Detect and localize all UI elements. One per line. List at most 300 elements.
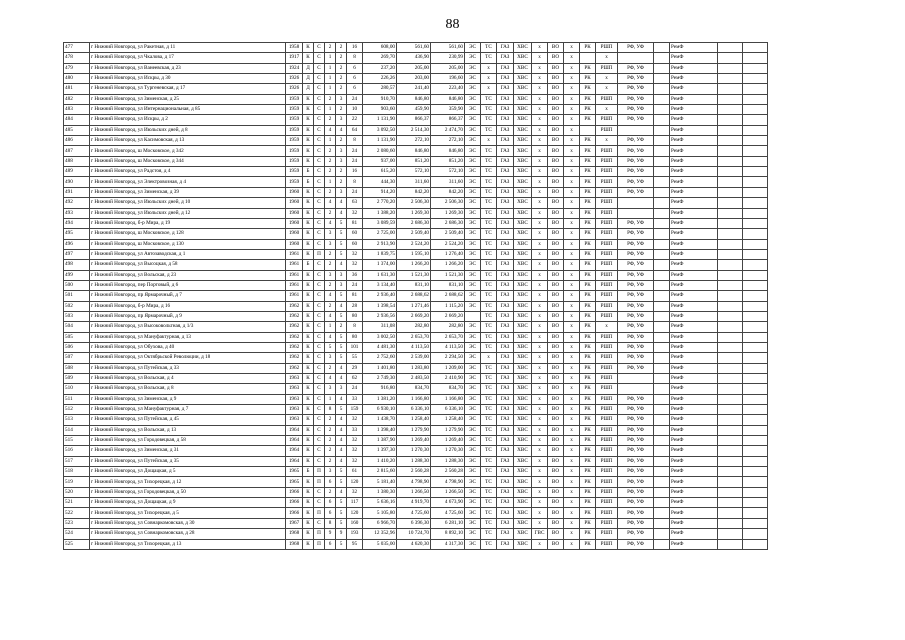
table-cell: ТС — [481, 384, 497, 394]
table-cell: 1 271,46 — [397, 301, 431, 311]
table-cell: ГАЗ — [497, 477, 514, 487]
table-cell: РемФ — [670, 446, 718, 456]
table-cell: 2 — [336, 167, 347, 177]
table-row — [64, 115, 768, 125]
table-cell: 1 — [325, 84, 336, 94]
table-cell: РемФ — [670, 280, 718, 290]
table-cell: ЭС — [465, 436, 481, 446]
table-cell: х — [596, 74, 618, 84]
table-cell: Б — [303, 467, 314, 477]
table-cell: ЭС — [465, 115, 481, 125]
table-cell: 831,10 — [431, 280, 465, 290]
table-cell: ГАЗ — [497, 529, 514, 539]
table-cell: ХВС — [514, 384, 532, 394]
table-row — [64, 425, 768, 435]
table-cell — [654, 239, 670, 249]
table-cell — [618, 384, 654, 394]
table-cell: ГАЗ — [497, 105, 514, 115]
table-cell — [654, 446, 670, 456]
table-cell: РШП — [596, 218, 618, 228]
table-row — [64, 363, 768, 373]
table-cell: РемФ — [670, 301, 718, 311]
table-cell: х — [564, 508, 580, 518]
table-cell: РемФ — [670, 218, 718, 228]
table-cell: РШП — [596, 187, 618, 197]
table-cell: РШП — [596, 208, 618, 218]
table-cell: ХВС — [514, 43, 532, 53]
table-cell: 4 620,30 — [397, 539, 431, 549]
table-cell: х — [564, 208, 580, 218]
table-cell: 561,60 — [397, 43, 431, 53]
table-cell — [743, 508, 768, 518]
table-cell: ХВС — [514, 187, 532, 197]
table-cell: РК — [580, 415, 596, 425]
table-cell: 3 — [336, 146, 347, 156]
table-cell: 6 966,70 — [363, 518, 397, 528]
table-cell: РШП — [596, 146, 618, 156]
table-cell: РК — [580, 353, 596, 363]
table-cell: 4 317,30 — [431, 539, 465, 549]
table-cell: х — [532, 249, 548, 259]
table-cell: х — [564, 415, 580, 425]
table-cell: С — [314, 84, 325, 94]
table-cell — [654, 43, 670, 53]
table-cell: х — [481, 84, 497, 94]
table-cell — [743, 198, 768, 208]
table-cell: ТС — [481, 198, 497, 208]
table-row — [64, 394, 768, 404]
table-cell — [718, 353, 743, 363]
table-cell: 1 279,90 — [397, 425, 431, 435]
table-cell: х — [564, 156, 580, 166]
table-cell — [618, 53, 654, 63]
table-cell: 524 — [64, 529, 90, 539]
table-cell: РК — [580, 332, 596, 342]
table-cell: ХВС — [514, 291, 532, 301]
table-cell: 359,90 — [431, 105, 465, 115]
table-cell: г Нижний Новгород, б-р Мира, д 16 — [90, 301, 286, 311]
table-cell: 4 725,60 — [397, 508, 431, 518]
table-cell: 4 — [325, 332, 336, 342]
table-cell: 4 — [336, 425, 347, 435]
table-cell: х — [564, 405, 580, 415]
table-cell: ХВС — [514, 332, 532, 342]
table-cell: 1967 — [286, 518, 303, 528]
table-cell: ХВС — [514, 94, 532, 104]
table-cell: К — [303, 311, 314, 321]
table-cell: г Нижний Новгород, ш Московское, д 128 — [90, 229, 286, 239]
table-cell: ТС — [481, 187, 497, 197]
table-cell: ВО — [548, 539, 564, 549]
table-cell: РК — [580, 115, 596, 125]
table-cell: 3 092,50 — [363, 125, 397, 135]
table-cell: С — [314, 487, 325, 497]
table-cell: г Нижний Новгород, ул Июльских дней, д 12 — [90, 208, 286, 218]
table-cell: РемФ — [670, 187, 718, 197]
table-cell: РФ, УФ — [618, 508, 654, 518]
table-cell: ГАЗ — [497, 146, 514, 156]
table-cell: ТС — [481, 415, 497, 425]
table-row — [64, 529, 768, 539]
table-cell: ТС — [481, 208, 497, 218]
table-cell: С — [314, 187, 325, 197]
table-cell: ГАЗ — [497, 229, 514, 239]
table-cell — [743, 105, 768, 115]
table-cell: г Нижний Новгород, ул Искры, д 2 — [90, 115, 286, 125]
table-cell: 32 — [347, 208, 363, 218]
table-cell: 519 — [64, 477, 90, 487]
table-cell: 1963 — [286, 374, 303, 384]
table-cell: ХВС — [514, 218, 532, 228]
table-cell: РК — [580, 229, 596, 239]
table-cell: 4 673,90 — [431, 498, 465, 508]
table-cell: РШП — [596, 125, 618, 135]
table-cell: 2 560,28 — [431, 467, 465, 477]
table-cell: г Нижний Новгород, ул Городовецкая, д 50 — [90, 487, 286, 497]
table-cell: РШП — [596, 394, 618, 404]
table-cell: 4 — [325, 198, 336, 208]
table-row — [64, 146, 768, 156]
table-cell: 2 — [325, 94, 336, 104]
table-cell: К — [303, 156, 314, 166]
table-cell: г Нижний Новгород, ул Путейская, д 35 — [90, 456, 286, 466]
table-cell: ГАЗ — [497, 177, 514, 187]
table-cell — [718, 415, 743, 425]
table-cell: К — [303, 384, 314, 394]
table-cell: РК — [580, 198, 596, 208]
table-cell — [618, 208, 654, 218]
table-cell: х — [564, 198, 580, 208]
table-cell: 3 002,50 — [363, 332, 397, 342]
table-cell — [743, 415, 768, 425]
table-cell: 1 398,40 — [363, 425, 397, 435]
table-cell: 2 — [336, 43, 347, 53]
table-cell: РемФ — [670, 498, 718, 508]
table-cell: РемФ — [670, 146, 718, 156]
table-cell: РК — [580, 456, 596, 466]
table-cell: РШП — [596, 518, 618, 528]
table-cell: х — [532, 84, 548, 94]
table-cell: 2 653,70 — [431, 332, 465, 342]
table-cell: РШП — [596, 415, 618, 425]
table-cell: ЭС — [465, 105, 481, 115]
table-cell: РФ, УФ — [618, 405, 654, 415]
table-cell — [718, 146, 743, 156]
table-cell — [743, 425, 768, 435]
table-cell: 572,10 — [397, 167, 431, 177]
table-cell — [743, 374, 768, 384]
table-cell: С — [314, 74, 325, 84]
table-cell: 1 266,50 — [397, 487, 431, 497]
table-cell: х — [564, 539, 580, 549]
table-cell — [718, 84, 743, 94]
table-cell — [654, 260, 670, 270]
table-cell: х — [564, 487, 580, 497]
table-cell: ЭС — [465, 446, 481, 456]
table-cell — [654, 249, 670, 259]
table-cell: 24 — [347, 94, 363, 104]
table-cell: х — [481, 136, 497, 146]
table-cell — [718, 74, 743, 84]
table-cell: РК — [580, 105, 596, 115]
table-cell: 1 258,40 — [431, 415, 465, 425]
table-cell: ХВС — [514, 529, 532, 539]
table-cell: 2 — [325, 146, 336, 156]
table-cell: ТС — [481, 529, 497, 539]
table-cell: 842,20 — [431, 187, 465, 197]
table-cell: 491 — [64, 187, 90, 197]
table-cell: РШП — [596, 342, 618, 352]
table-cell: РШП — [596, 487, 618, 497]
table-cell: ЭС — [465, 218, 481, 228]
table-cell: РемФ — [670, 291, 718, 301]
table-cell: 2 — [336, 136, 347, 146]
table-cell: РК — [580, 342, 596, 352]
table-cell: ВО — [548, 498, 564, 508]
table-cell: 1 — [325, 177, 336, 187]
table-cell: 1 521,30 — [397, 270, 431, 280]
table-row — [64, 63, 768, 73]
table-cell: РШП — [596, 456, 618, 466]
table-cell: 3 — [325, 239, 336, 249]
table-cell: К — [303, 280, 314, 290]
table-cell: 1 387,90 — [363, 436, 397, 446]
table-cell: С — [314, 136, 325, 146]
table-cell: 2 686,30 — [397, 218, 431, 228]
table-cell: х — [564, 456, 580, 466]
table-row — [64, 167, 768, 177]
table-cell: С — [314, 374, 325, 384]
table-cell: ТС — [481, 270, 497, 280]
table-cell: х — [564, 518, 580, 528]
table-cell: 2 560,28 — [397, 467, 431, 477]
table-cell: 518 — [64, 467, 90, 477]
table-cell: х — [564, 239, 580, 249]
table-cell: 2 688,62 — [397, 291, 431, 301]
table-cell: ВО — [548, 280, 564, 290]
table-cell: х — [564, 74, 580, 84]
table-cell — [718, 446, 743, 456]
table-row — [64, 301, 768, 311]
table-cell: РШП — [596, 198, 618, 208]
table-cell: г Нижний Новгород, ул Интернациональная, д 85 — [90, 105, 286, 115]
table-cell: ГАЗ — [497, 342, 514, 352]
table-cell — [654, 467, 670, 477]
table-cell: РФ, УФ — [618, 84, 654, 94]
table-cell: ЭС — [465, 342, 481, 352]
table-cell — [718, 156, 743, 166]
table-cell: 866,37 — [431, 115, 465, 125]
table-cell: К — [303, 249, 314, 259]
table-cell: 4 919,70 — [397, 498, 431, 508]
table-cell: 513 — [64, 415, 90, 425]
table-cell: ТС — [481, 167, 497, 177]
table-cell — [654, 208, 670, 218]
table-row — [64, 467, 768, 477]
table-cell: РК — [580, 136, 596, 146]
table-cell: г Нижний Новгород, ул Вольская, д 23 — [90, 270, 286, 280]
table-cell — [654, 125, 670, 135]
table-cell: ЭС — [465, 280, 481, 290]
table-cell: С — [314, 291, 325, 301]
table-cell: РФ, УФ — [618, 136, 654, 146]
table-cell: ТС — [481, 249, 497, 259]
table-cell: РК — [580, 280, 596, 290]
table-cell — [654, 146, 670, 156]
table-cell: 851,20 — [397, 156, 431, 166]
table-cell: 1959 — [286, 146, 303, 156]
table-cell: г Нижний Новгород, ул Городовецкая, д 58 — [90, 436, 286, 446]
table-cell: ГАЗ — [497, 518, 514, 528]
table-cell: 2 539,00 — [397, 353, 431, 363]
table-cell: ГАЗ — [497, 374, 514, 384]
table-cell — [743, 280, 768, 290]
table-cell — [718, 94, 743, 104]
table-cell: 834,70 — [431, 384, 465, 394]
table-cell: С — [314, 363, 325, 373]
table-cell: х — [532, 467, 548, 477]
table-cell — [718, 342, 743, 352]
table-cell: ЭС — [465, 198, 481, 208]
table-cell: П — [314, 529, 325, 539]
table-cell: ВО — [548, 518, 564, 528]
table-cell: 33 — [347, 425, 363, 435]
table-cell: РШП — [596, 384, 618, 394]
table-cell: РФ, УФ — [618, 394, 654, 404]
table-cell: ГАЗ — [497, 291, 514, 301]
table-cell: 8 — [347, 322, 363, 332]
table-cell: ГАЗ — [497, 332, 514, 342]
table-cell: 1958 — [286, 43, 303, 53]
table-cell: 205,00 — [431, 63, 465, 73]
table-cell: РемФ — [670, 384, 718, 394]
table-cell: х — [564, 229, 580, 239]
table-cell: 1965 — [286, 467, 303, 477]
table-cell: 6 — [325, 498, 336, 508]
table-cell: 1962 — [286, 363, 303, 373]
table-cell — [743, 467, 768, 477]
table-cell: ЭС — [465, 208, 481, 218]
table-cell: 311,08 — [363, 322, 397, 332]
table-cell: 1 398,54 — [363, 301, 397, 311]
table-cell: Д — [303, 63, 314, 73]
table-cell: 9 — [336, 529, 347, 539]
table-cell: РК — [580, 74, 596, 84]
table-cell: г Нижний Новгород, ул Автозаводская, д 1 — [90, 249, 286, 259]
table-cell — [743, 405, 768, 415]
table-row — [64, 229, 768, 239]
table-cell: х — [532, 342, 548, 352]
table-cell: х — [532, 260, 548, 270]
table-cell: 510 — [64, 384, 90, 394]
table-cell: х — [532, 415, 548, 425]
table-cell: ТС — [481, 146, 497, 156]
table-cell: 120 — [347, 508, 363, 518]
table-cell: 280,57 — [363, 84, 397, 94]
table-cell: РемФ — [670, 260, 718, 270]
table-cell: 193 — [347, 529, 363, 539]
table-cell: х — [532, 136, 548, 146]
table-cell: 24 — [347, 280, 363, 290]
table-cell: ХВС — [514, 270, 532, 280]
table-cell: ХВС — [514, 374, 532, 384]
table-cell: 1 115,20 — [431, 301, 465, 311]
table-cell: РШП — [596, 477, 618, 487]
table-cell: 444,30 — [363, 177, 397, 187]
table-cell: С — [314, 105, 325, 115]
table-cell: РШП — [596, 436, 618, 446]
table-cell: С — [314, 218, 325, 228]
table-cell: ЭС — [465, 518, 481, 528]
table-cell — [654, 498, 670, 508]
table-cell: 1 401,80 — [363, 363, 397, 373]
table-cell: 6 930,10 — [363, 405, 397, 415]
table-cell: ЭС — [465, 301, 481, 311]
table-cell — [654, 374, 670, 384]
table-cell: ЭС — [465, 63, 481, 73]
table-cell: г Нижний Новгород, ул Дощацкая, д 9 — [90, 498, 286, 508]
table-row — [64, 415, 768, 425]
table-cell: С — [314, 63, 325, 73]
table-cell — [718, 436, 743, 446]
table-cell: 5 — [336, 467, 347, 477]
table-cell: РК — [580, 405, 596, 415]
table-row — [64, 518, 768, 528]
table-cell: 29 — [347, 363, 363, 373]
table-cell: 160 — [347, 518, 363, 528]
table-cell: РК — [580, 446, 596, 456]
table-cell — [618, 125, 654, 135]
table-cell — [654, 415, 670, 425]
table-cell: РФ, УФ — [618, 218, 654, 228]
table-cell: 4 — [325, 374, 336, 384]
table-cell: РШП — [596, 291, 618, 301]
table-cell: ЭС — [465, 477, 481, 487]
table-cell: ТС — [481, 156, 497, 166]
table-cell: РФ, УФ — [618, 446, 654, 456]
table-cell: 561,60 — [431, 43, 465, 53]
table-cell — [654, 342, 670, 352]
table-cell — [743, 539, 768, 549]
table-cell: 4 — [336, 374, 347, 384]
table-cell: ГАЗ — [497, 94, 514, 104]
table-cell: РемФ — [670, 177, 718, 187]
table-cell: 2 — [325, 415, 336, 425]
table-cell: 2 294,50 — [431, 353, 465, 363]
table-cell: 2 936,56 — [363, 311, 397, 321]
table-cell — [718, 477, 743, 487]
table-cell — [743, 301, 768, 311]
table-cell: РК — [580, 311, 596, 321]
table-cell: РК — [580, 270, 596, 280]
table-cell: 5 — [336, 239, 347, 249]
table-cell — [654, 456, 670, 466]
table-cell: 223,40 — [431, 84, 465, 94]
table-cell: ГАЗ — [497, 125, 514, 135]
table-cell: 1961 — [286, 280, 303, 290]
table-cell: РемФ — [670, 105, 718, 115]
table-cell: РемФ — [670, 539, 718, 549]
table-cell — [743, 487, 768, 497]
table-cell: К — [303, 239, 314, 249]
table-cell: ВО — [548, 136, 564, 146]
table-cell: 5 — [336, 342, 347, 352]
table-cell — [718, 384, 743, 394]
table-cell: ГАЗ — [497, 405, 514, 415]
table-cell: 1 269,30 — [397, 208, 431, 218]
table-cell: г Нижний Новгород, ш Московское, д 342 — [90, 146, 286, 156]
table-cell: 4 — [336, 301, 347, 311]
